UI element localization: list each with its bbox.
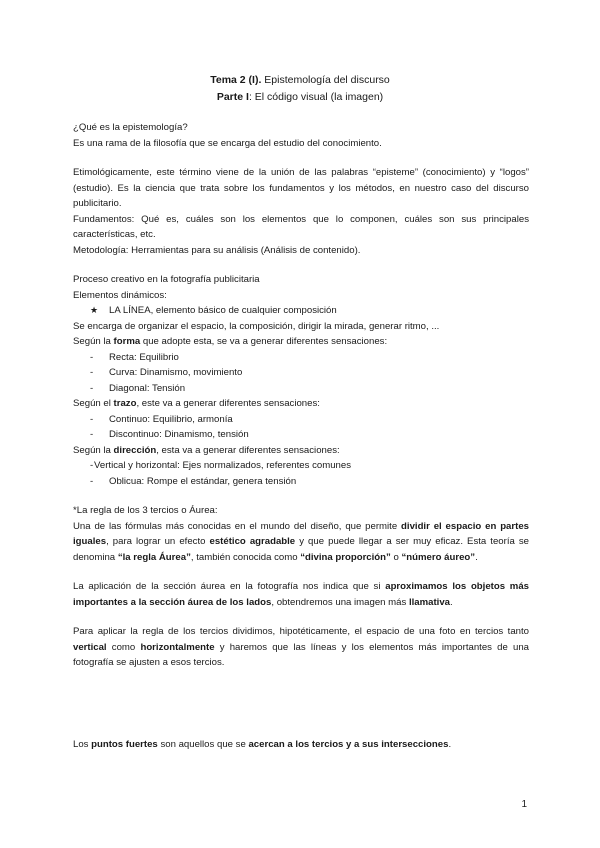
fundamentos-paragraph: Fundamentos: Qué es, cuáles son los elementos que lo componen, cuáles son sus principales características, etc. (73, 213, 529, 240)
document-subtitle (0, 89, 600, 106)
dash-bullet-icon: - (90, 382, 94, 394)
topic-name: Epistemología del discurso (261, 74, 390, 86)
page-number: 1 (521, 799, 527, 810)
list-item (73, 303, 529, 319)
dynamic-elements-heading: Elementos dinámicos: (73, 289, 167, 301)
etymology-paragraph: Etimológicamente, este término viene de la unión de las palabras “episteme” (conocimiento) y “logos” (estudio). Es la ciencia que trata sobre los fundamentos y los métodos, en nuestro caso del discurso publicitario. (73, 167, 529, 209)
dash-bullet-icon: - (90, 367, 94, 378)
direccion-intro: Según la dirección, esta va a generar diferentes sensaciones: (73, 444, 340, 456)
star-bullet-icon: ★ (90, 305, 99, 315)
direccion-list (73, 458, 529, 489)
thirds-rule-heading: *La regla de los 3 tercios o Áurea: (73, 505, 218, 516)
strong-points-paragraph: Los puntos fuertes son aquellos que se acercan a los tercios y a sus intersecciones. (73, 738, 452, 750)
part-name: : El código visual (la imagen) (248, 91, 384, 103)
dash-bullet-icon: - (90, 460, 94, 471)
list-item: - Discontinuo: Dinamismo, tensión (73, 427, 529, 443)
dash-bullet-icon: - (90, 351, 94, 363)
dash-bullet-icon: - (90, 429, 94, 440)
epistemology-question: ¿Qué es la epistemología? (73, 122, 188, 133)
list-item: - Oblicua: Rompe el estándar, genera tensión (73, 474, 529, 490)
thirds-paragraph-2: La aplicación de la sección áurea en la fotografía nos indica que si aproximamos los objetos más importantes a la sección áurea de los lados, obtendremos una imagen más llamativa. (73, 581, 529, 608)
document-body (73, 120, 529, 752)
document-title (0, 72, 600, 89)
metodologia-paragraph: Metodología: Herramientas para su análisis (Análisis de contenido). (73, 244, 361, 256)
list-item: - Vertical y horizontal: Ejes normalizados, referentes comunes (73, 458, 529, 474)
title-block (0, 72, 600, 106)
trazo-intro: Según el trazo, este va a generar diferentes sensaciones: (73, 398, 320, 409)
dash-bullet-icon: - (90, 413, 94, 425)
dash-bullet-icon: - (90, 475, 94, 487)
topic-number: Tema 2 (I). (210, 74, 262, 86)
trazo-list (73, 412, 529, 443)
list-item: - Recta: Equilibrio (73, 350, 529, 366)
organize-text: Se encarga de organizar el espacio, la composición, dirigir la mirada, generar ritmo, ... (73, 320, 440, 332)
list-item: - Continuo: Equilibrio, armonía (73, 412, 529, 428)
thirds-paragraph-1: Una de las fórmulas más conocidas en el mundo del diseño, que permite dividir el espacio en partes iguales, para lograr un efecto estético agradable y que puede llegar a ser muy eficaz. Esta teoría se denomina “la regla Áurea”, también conocida como “divina proporción” o “número áureo”. (73, 520, 530, 563)
part-number: Parte I (216, 91, 249, 103)
forma-intro: Según la forma que adopte esta, se va a generar diferentes sensaciones: (73, 336, 388, 347)
thirds-paragraph-3: Para aplicar la regla de los tercios dividimos, hipotéticamente, el espacio de una foto en tercios tanto vertical como horizontalmente y haremos que las líneas y los elementos más importantes de una fotografía se ajusten a esos tercios. (73, 626, 530, 668)
line-element-text: LA LÍNEA, elemento básico de cualquier composición (109, 305, 337, 316)
star-list (73, 303, 529, 319)
list-item: - Curva: Dinamismo, movimiento (73, 365, 529, 381)
process-heading: Proceso creativo en la fotografía publicitaria (73, 274, 260, 285)
epistemology-answer: Es una rama de la filosofía que se encarga del estudio del conocimiento. (73, 137, 382, 149)
list-item: - Diagonal: Tensión (73, 381, 529, 397)
forma-list (73, 350, 529, 397)
